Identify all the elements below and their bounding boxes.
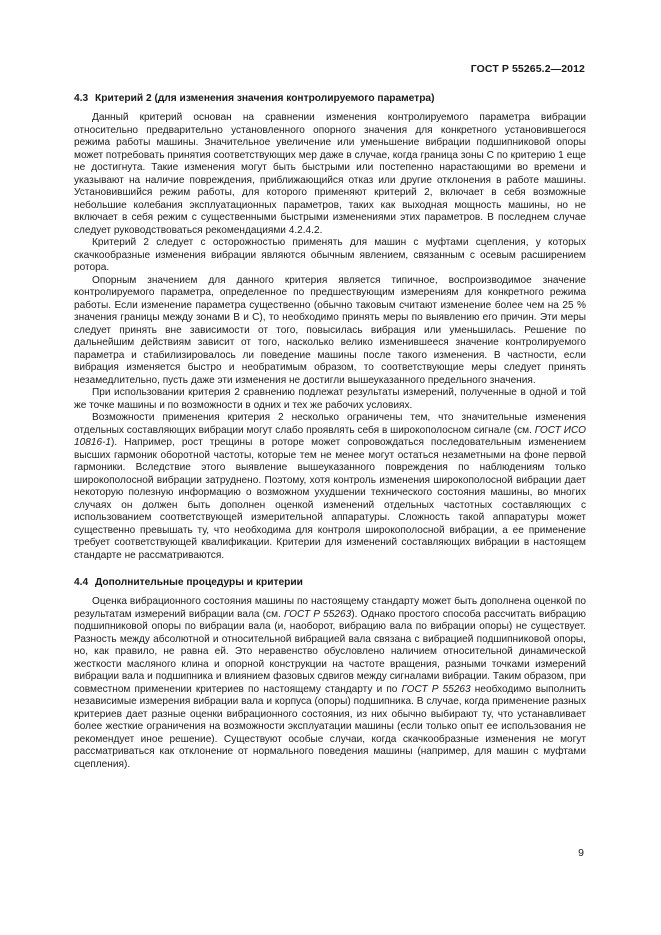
section-title: Критерий 2 (для изменения значения контролируемого параметра) (95, 93, 435, 104)
standard-reference: ГОСТ ИСО 10816-1 (74, 424, 586, 448)
section-heading (74, 92, 586, 105)
section-number: 4.3 (74, 93, 89, 104)
section-4-4 (74, 576, 586, 771)
section-4-3 (74, 92, 586, 562)
paragraph-text: необходимо выполнить независимые измерения вибрации вала и корпуса (опоры) подшипника. В случае, когда применение разных критериев дает разные оценки вибрационного состояния, из них обычно выбирают ту, что устанавливает более жесткие ограничения на возможности эксплуатации машины (если только опыт ее использования не рекомендует иное решение). Существуют особые случаи, когда скачкообразные изменения не могут рассматриваться как отклонение от нормального поведения машины (например, для машин с муфтами сцепления). (74, 683, 586, 770)
page-number: 9 (578, 847, 584, 859)
document-header: ГОСТ Р 55265.2—2012 (470, 63, 585, 75)
paragraph (74, 412, 586, 562)
paragraph-text: ). Однако простого способа рассчитать вибрацию подшипниковой опоры по вибрации вала (и, наоборот, вибрацию вала по вибрации опоры) не существует. Разность между абсолютной и относительной вибрацией вала связана с вибрацией подшипниковой опоры, но, как правило, не равна ей. Это неравенство обусловлено наличием относительной динамической жесткости масляного клина и опорной конструкции на частоте вращения, разными точками измерений вибрации вала и подшипника и влиянием фазовых сдвигов между сигналами вибрации. Таким образом, при совместном применении критериев по настоящему стандарту и по (74, 608, 586, 695)
paragraph-text: Оценка вибрационного состояния машины по настоящему стандарту может быть дополнена оценкой по результатам измерений вибрации вала (см. (74, 596, 586, 620)
section-number: 4.4 (74, 577, 89, 588)
paragraph: Критерий 2 следует с осторожностью применять для машин с муфтами сцепления, у которых скачкообразные изменения вибрации являются обычным явлением, связанным с осевым расширением ротора. (74, 237, 586, 273)
paragraph-text: Возможности применения критерия 2 несколько ограничены тем, что значительные изменения отдельных составляющих вибрации могут слабо проявлять себя в широкополосном сигнале (см. (74, 412, 586, 436)
paragraph-text: ). Например, рост трещины в роторе может сопровождаться последовательным изменением высших гармоник оборотной частоты, которые тем не менее могут остаться незаметными на фоне первой гармоники. Вследствие этого выявление вышеуказанного повреждения по наблюдениям только широкополосной вибрации затруднено. Поэтому, хотя контроль изменения широкополосной вибрации дает некоторую полезную информацию о возможном ухудшении технического состояния машины, во многих случаях он должен быть дополнен оценкой изменений отдельных частотных составляющих с использованием соответствующей измерительной аппаратуры. Сложность такой аппаратуры может существенно превышать ту, что необходима для контроля широкополосной вибрации, а ее применение требует соответствующей квалификации. Критерии для изменений составляющих вибрации в настоящем стандарте не рассматриваются. (74, 437, 586, 561)
paragraph (74, 596, 586, 771)
page-content (74, 92, 586, 771)
section-title: Дополнительные процедуры и критерии (95, 577, 303, 588)
standard-reference: ГОСТ Р 55263 (401, 683, 471, 695)
section-heading (74, 576, 586, 589)
paragraph: Данный критерий основан на сравнении изменения контролируемого параметра вибрации относительно предварительно установленного опорного значения для конкретного установившегося режима работы машины. Значительное увеличение или уменьшение вибрации подшипниковой опоры может потребовать принятия соответствующих мер даже в случае, когда граница зоны С по критерию 1 еще не достигнута. Такие изменения могут быть быстрыми или постепенно нарастающими во времени и указывают на наличие повреждения, приближающийся отказ или другие отклонения в работе машины. Установившийся режим работы, для которого применяют критерий 2, включает в себя возможные небольшие колебания эксплуатационных параметров, таких как выходная мощность машины, но не включает в себя режим с существенными быстрыми изменениями этих параметров. В последнем случае следует руководствоваться рекомендациями 4.2.4.2. (74, 112, 586, 236)
paragraph: При использовании критерия 2 сравнению подлежат результаты измерений, полученные в одной и той же точке машины и по возможности в одних и тех же рабочих условиях. (74, 387, 586, 411)
paragraph: Опорным значением для данного критерия является типичное, воспроизводимое значение контролируемого параметра, определенное по предшествующим измерениям для конкретного режима работы. Если изменение параметра существенно (обычно таковым считают изменение более чем на 25 % значения границы между зонами В и С), то необходимо принять меры по выявлению его причин. Эти меры следует принять вне зависимости от того, повысилась вибрация или уменьшилась. Решение по дальнейшим действиям зависит от того, насколько велико изменившееся значение контролируемого параметра и стабилизировалось ли поведение машины после такого изменения. В частности, если вибрация изменяется быстро и необратимым образом, то соответствующие меры следует принять незамедлительно, пусть даже эти изменения не достигли вышеуказанного предельного значения. (74, 274, 586, 386)
standard-reference: ГОСТ Р 55263 (283, 608, 352, 620)
